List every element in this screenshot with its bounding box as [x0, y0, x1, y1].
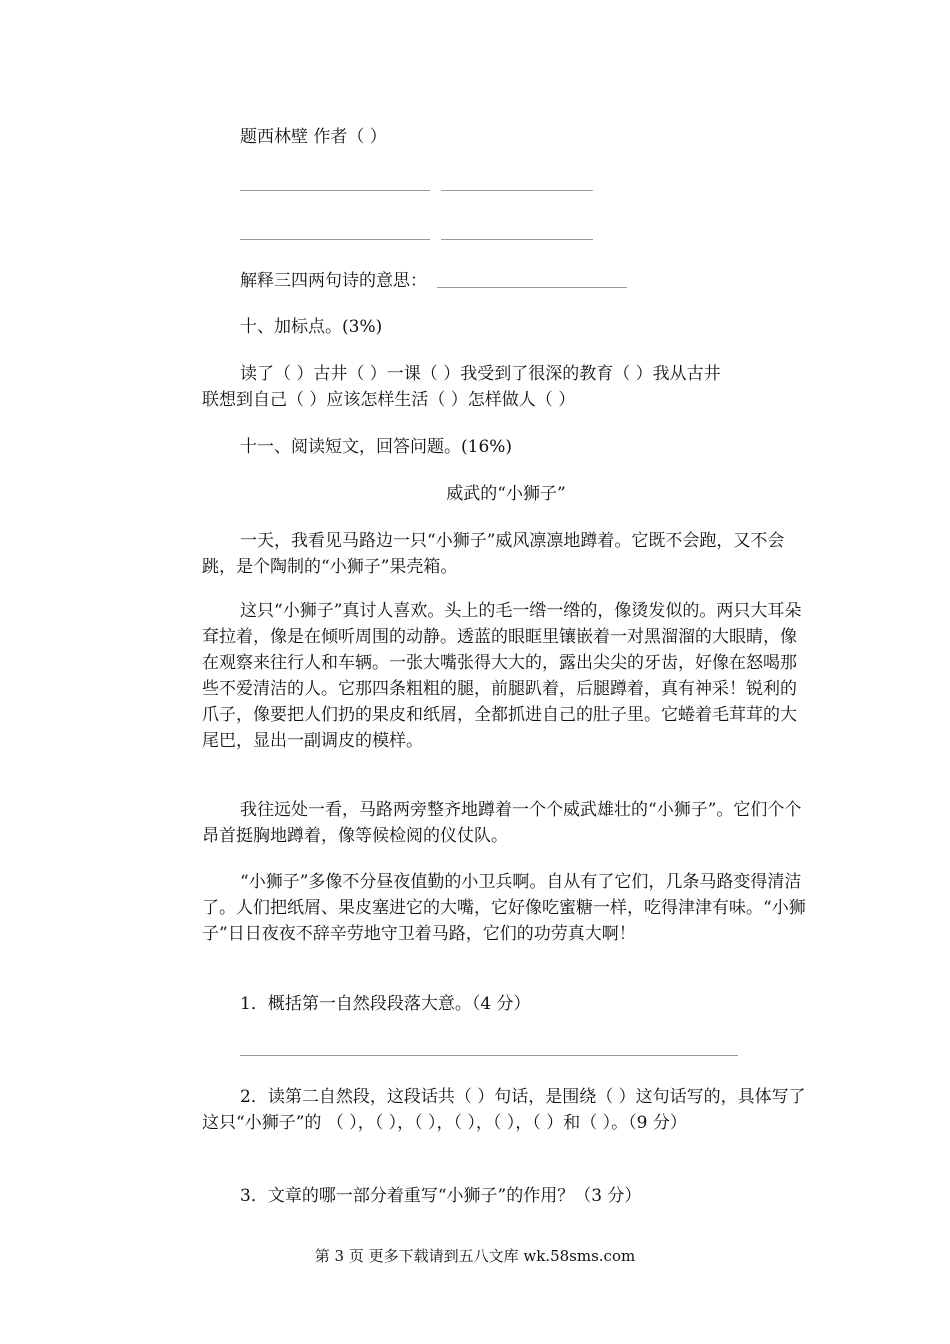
- article-paragraph-3: 我往远处一看，马路两旁整齐地蹲着一个个威武雄壮的“小狮子”。它们个个昂首挺胸地蹲着，像等候检阅的仪仗队。: [202, 800, 802, 846]
- article-paragraph-4: “小狮子”多像不分昼夜值勤的小卫兵啊。自从有了它们，几条马路变得清洁了。人们把纸屑、果皮塞进它的大嘴，它好像吃蜜糖一样，吃得津津有味。“小狮子”日日夜夜不辞辛劳地守卫着马路，它们的功劳真大啊！: [202, 872, 806, 944]
- answer-line: [240, 190, 430, 191]
- question-1: 1．概括第一自然段段落大意。（4 分）: [240, 994, 531, 1014]
- question-2: 2．读第二自然段，这段话共（ ）句话，是围绕（ ）这句话写的，具体写了这只“小狮子”的 （ ），（ ），（ ），（ ），（ ），（ ）和（ ）。（9 分）: [202, 1087, 806, 1133]
- answer-line: [441, 239, 593, 240]
- page-footer: 第 3 页 更多下载请到五八文库 wk.58sms.com: [314, 1247, 636, 1265]
- section-11-heading: 十一、阅读短文，回答问题。(16%): [240, 437, 513, 457]
- poem-title-line: 题西林壁 作者（ ）: [240, 127, 387, 147]
- answer-line: [240, 239, 430, 240]
- article-paragraph-1: 一天，我看见马路边一只“小狮子”威风凛凛地蹲着。它既不会跑，又不会跳，是个陶制的“小狮子”果壳箱。: [202, 531, 785, 577]
- punctuation-line-2: 联想到自己（ ）应该怎样生活（ ）怎样做人（ ）: [202, 390, 576, 410]
- section-10-heading: 十、加标点。(3%): [240, 317, 383, 337]
- answer-line: [240, 1055, 738, 1056]
- answer-line: [437, 269, 627, 288]
- punctuation-line-1: 读了（ ）古井（ ）一课（ ）我受到了很深的教育（ ）我从古井: [240, 364, 721, 384]
- question-3: 3．文章的哪一部分着重写“小狮子”的作用？（3 分）: [240, 1186, 642, 1206]
- answer-line: [441, 190, 593, 191]
- explain-label: 解释三四两句诗的意思：: [240, 271, 427, 291]
- article-title: 威武的“小狮子”: [446, 484, 566, 504]
- article-paragraph-2: 这只“小狮子”真讨人喜欢。头上的毛一绺一绺的，像烫发似的。两只大耳朵耷拉着，像是在倾听周围的动静。透蓝的眼眶里镶嵌着一对黑溜溜的大眼睛，像在观察来往行人和车辆。一张大嘴张得大大的，露出尖尖的牙齿，好像在怒喝那些不爱清洁的人。它那四条粗粗的腿，前腿趴着，后腿蹲着，真有神采！锐利的爪子，像要把人们扔的果皮和纸屑，全都抓进自己的肚子里。它蜷着毛茸茸的大尾巴，显出一副调皮的模样。: [202, 601, 802, 751]
- explain-question: [202, 268, 810, 294]
